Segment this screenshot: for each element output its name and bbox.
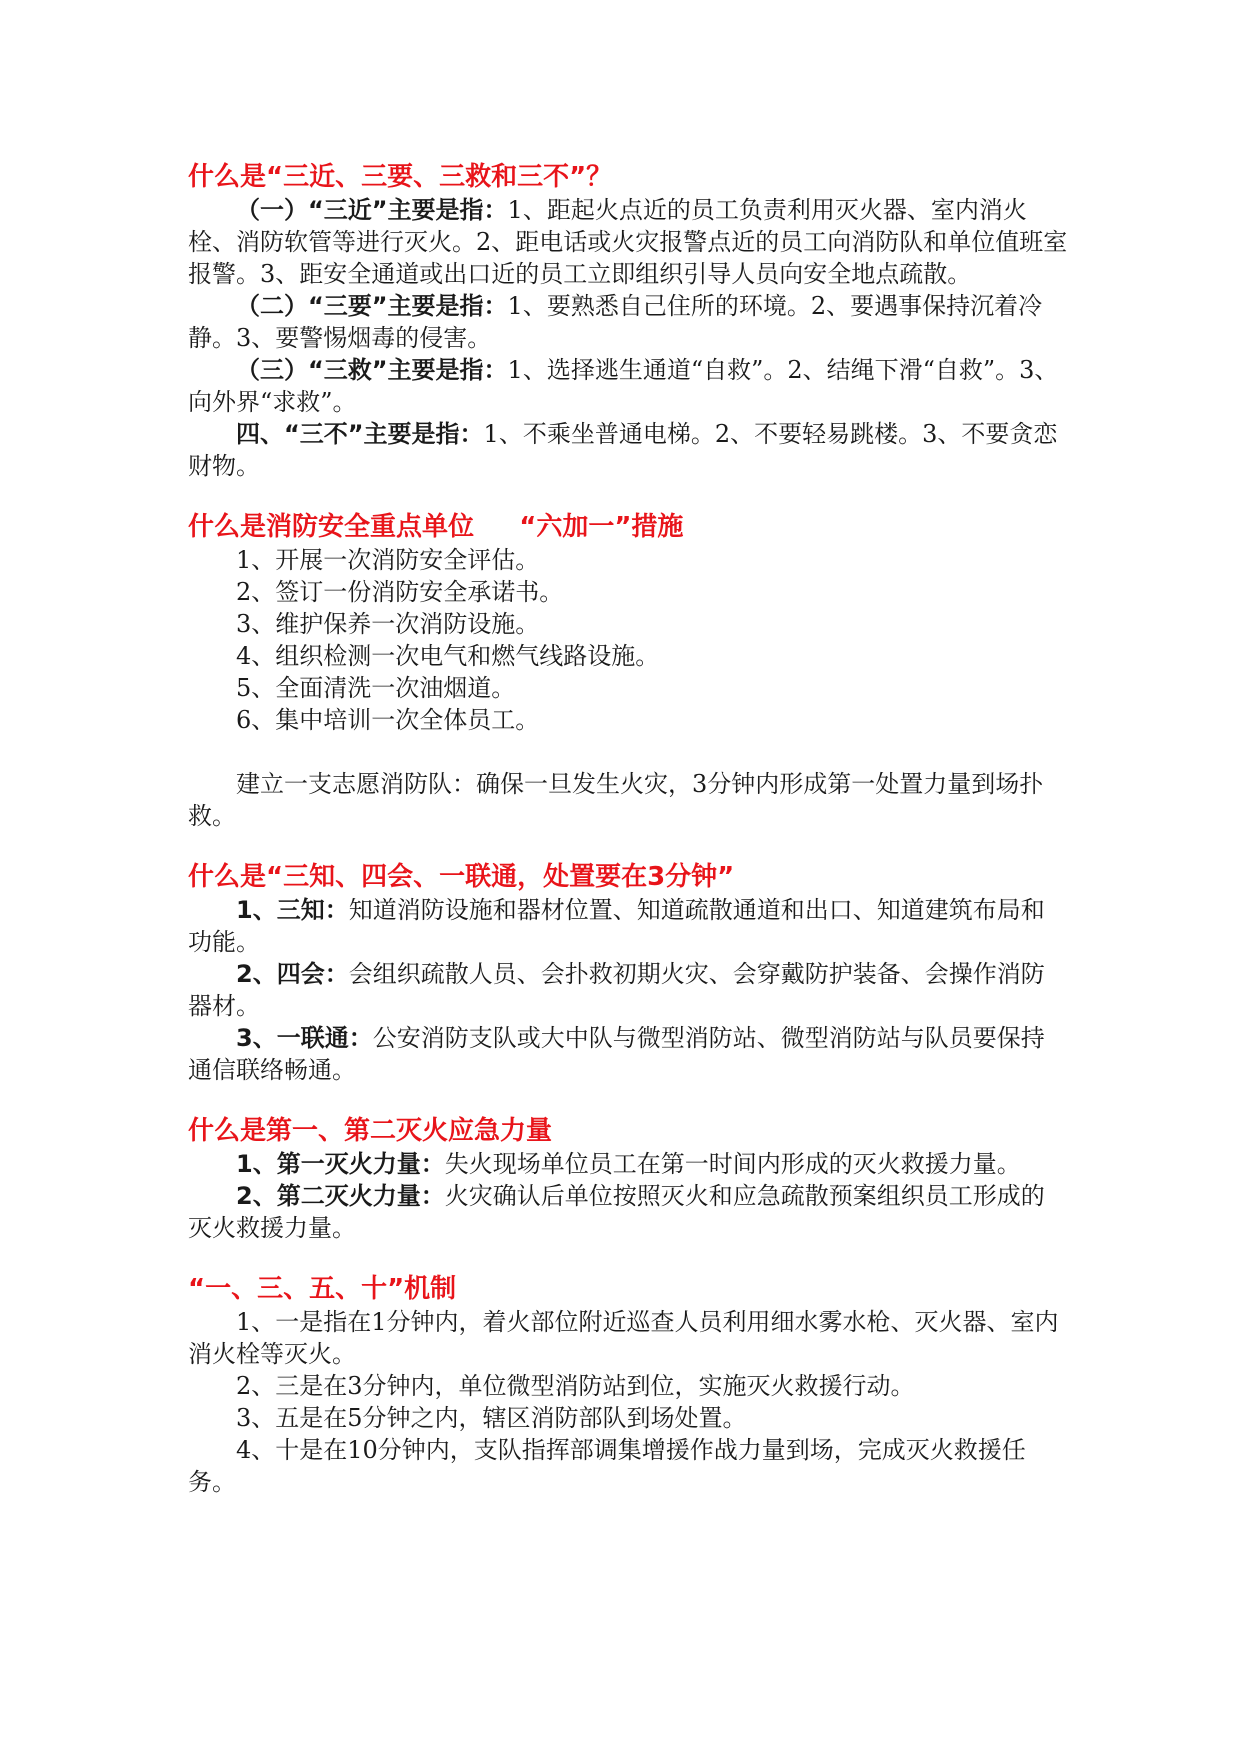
paragraph-label: （三）“三救”主要是指： [236, 356, 508, 384]
paragraph [188, 290, 1068, 354]
paragraph [188, 418, 1068, 482]
section-title: 什么是消防安全重点单位 “六加一”措施 [188, 512, 684, 542]
section-title: 什么是“三近、三要、三救和三不”？ [188, 162, 613, 192]
paragraph-label: 1、三知： [236, 896, 349, 924]
paragraph-text: 公安消防支队或大中队与微型消防站、微型消防站与队员要保持通信联络畅通。 [188, 1024, 1045, 1084]
paragraph-label: 2、四会： [236, 960, 349, 988]
list-item: 1、开展一次消防安全评估。 [236, 546, 540, 574]
paragraph-text: 1、要熟悉自己住所的环境。2、要遇事保持沉着冷静。3、要警惕烟毒的侵害。 [188, 292, 1043, 352]
section-six-plus-one [188, 510, 1068, 832]
list-item: 3、维护保养一次消防设施。 [236, 610, 540, 638]
list-item: 2、三是在3分钟内，单位微型消防站到位，实施灭火救援行动。 [236, 1372, 915, 1400]
paragraph-text: 1、不乘坐普通电梯。2、不要轻易跳楼。3、不要贪恋财物。 [188, 420, 1058, 480]
list-item: 4、组织检测一次电气和燃气线路设施。 [236, 642, 660, 670]
paragraph-label: （一）“三近”主要是指： [236, 196, 508, 224]
paragraph-text: 火灾确认后单位按照灭火和应急疏散预案组织员工形成的灭火救援力量。 [188, 1182, 1045, 1242]
paragraph-label: 2、第二灭火力量： [236, 1182, 445, 1210]
paragraph-text: 知道消防设施和器材位置、知道疏散通道和出口、知道建筑布局和功能。 [188, 896, 1045, 956]
paragraph-label: 1、第一灭火力量： [236, 1150, 445, 1178]
paragraph [188, 894, 1068, 958]
paragraph [188, 354, 1068, 418]
list-item: 4、十是在10分钟内，支队指挥部调集增援作战力量到场，完成灭火救援任务。 [188, 1436, 1026, 1496]
paragraph [188, 1022, 1068, 1086]
paragraph [188, 194, 1068, 290]
list-item: 1、一是指在1分钟内，着火部位附近巡查人员利用细水雾水枪、灭火器、室内消火栓等灭火。 [188, 1308, 1059, 1368]
paragraph-text: 1、选择逃生通道“自救”。2、结绳下滑“自救”。3、向外界“求救”。 [188, 356, 1059, 416]
list-item: 6、集中培训一次全体员工。 [236, 706, 540, 734]
document-page [188, 160, 1068, 1498]
section-title: “一、三、五、十”机制 [188, 1274, 457, 1304]
paragraph-text: 1、距起火点近的员工负责利用灭火器、室内消火栓、消防软管等进行灭火。2、距电话或火灾报警点近的员工向消防队和单位值班室报警。3、距安全通道或出口近的员工立即组织引导人员向安全地点疏散。 [188, 196, 1068, 288]
section-1-3-5-10-mechanism [188, 1272, 1068, 1498]
paragraph [188, 1148, 1068, 1180]
paragraph-text: 失火现场单位员工在第一时间内形成的灭火救援力量。 [444, 1150, 1021, 1178]
list-item: 5、全面清洗一次油烟道。 [236, 674, 516, 702]
section-three-know [188, 860, 1068, 1086]
section-fire-forces [188, 1114, 1068, 1244]
paragraph-text: 会组织疏散人员、会扑救初期火灾、会穿戴防护装备、会操作消防器材。 [188, 960, 1045, 1020]
section-title: 什么是第一、第二灭火应急力量 [188, 1116, 553, 1146]
list-item: 2、签订一份消防安全承诺书。 [236, 578, 564, 606]
paragraph-label: 3、一联通： [236, 1024, 373, 1052]
list-item: 3、五是在5分钟之内，辖区消防部队到场处置。 [236, 1404, 747, 1432]
paragraph [188, 958, 1068, 1022]
paragraph [188, 1180, 1068, 1244]
paragraph-label: 四、“三不”主要是指： [236, 420, 484, 448]
note-paragraph: 建立一支志愿消防队：确保一旦发生火灾，3分钟内形成第一处置力量到场扑救。 [188, 770, 1044, 830]
section-three-near [188, 160, 1068, 482]
section-title: 什么是“三知、四会、一联通，处置要在3分钟” [188, 862, 735, 892]
paragraph-label: （二）“三要”主要是指： [236, 292, 508, 320]
